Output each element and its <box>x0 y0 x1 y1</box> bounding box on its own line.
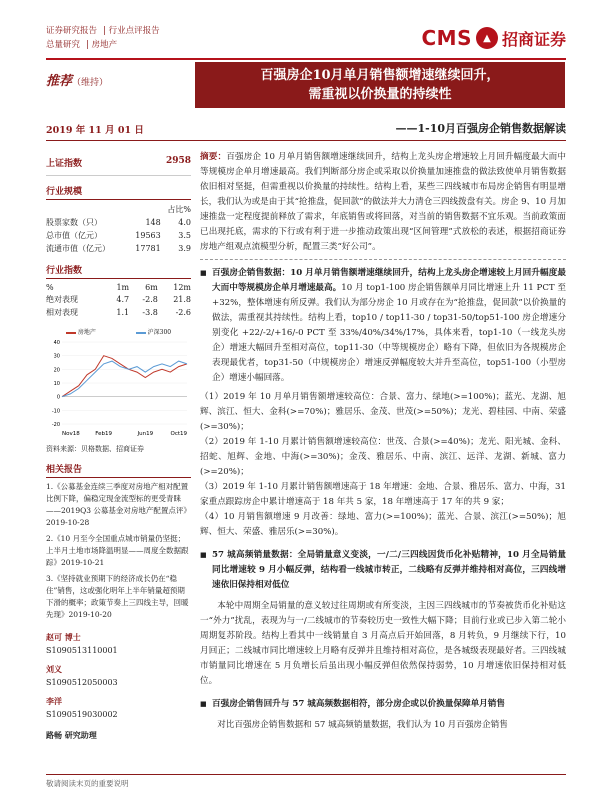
main-content <box>200 150 566 733</box>
legend-item <box>136 327 171 336</box>
report-title <box>195 62 565 108</box>
perf-header: 6m <box>145 283 158 292</box>
table-row <box>46 242 191 255</box>
perf-cell: -3.8 <box>142 308 158 317</box>
y-tick-label: 20 <box>53 367 60 374</box>
chart-svg <box>46 338 191 438</box>
legend-label: 房地产 <box>77 329 96 336</box>
footer-divider <box>46 774 566 775</box>
authors <box>46 631 191 742</box>
perf-table <box>46 282 191 319</box>
section-bullet <box>200 548 566 593</box>
paragraph: 对比百强房企销售数据和 57 城高频销量数据，我们认为 10 月百强房企销售 <box>217 720 508 730</box>
perf-row-name: 绝对表现 <box>46 295 78 304</box>
abstract-label: 摘要： <box>200 152 227 162</box>
y-tick-label: 30 <box>53 353 60 360</box>
section-bullet <box>200 697 566 712</box>
header-tags: 证券研究报告 | 行业点评报告 总量研究 | 房地产 <box>46 26 160 50</box>
report-type: 证券研究报告 <box>46 26 98 36</box>
industry-tag: 房地产 <box>91 40 118 50</box>
author-name: 李洋 <box>46 696 62 706</box>
perf-row-name: 相对表现 <box>46 308 78 317</box>
related-title: 相关报告 <box>46 462 191 478</box>
scale-row-name: 总市值（亿元） <box>46 231 102 240</box>
subpoint: （2）2019 年 1-10 月累计销售额增速较高位：世茂、合景(>=40%)；龙光、阳光城、金科、招蛇、旭辉、金地、中海(>=30%)；金茂、雅居乐、中南、滨江、远洋、龙湖、新城、富力(>=20%)； <box>200 437 566 477</box>
rating-label: 推荐 <box>46 74 73 89</box>
scale-row-name: 股票家数（只） <box>46 218 102 227</box>
y-tick-label: 40 <box>53 340 60 346</box>
report-subtitle: ——1-10月百强房企销售数据解读 <box>395 122 566 135</box>
report-subtype: 行业点评报告 <box>108 26 160 36</box>
x-tick-label: Feb19 <box>95 431 113 437</box>
y-tick-label: 10 <box>53 381 60 387</box>
scale-row-value: 17781 <box>135 244 161 253</box>
scale-row-pct: 4.0 <box>178 218 191 227</box>
scale-row-value: 148 <box>145 218 161 227</box>
abstract-text: 百强房企 10 月单月销售额增速继续回升，结构上龙头房企增速较上月回升幅度最大而中等规模房企单月增速最高。我们判断部分房企或采取以价换量加速推盘的做法致使单月销售数据依旧相对坚挺，但需重视以价换量的持续性。结构上看，某些三四线城市布局房企销售有明显增长，我们认为或是由于其“抢推盘，促回款”的做法并大力清仓三四线拨盘有关。房企 9、10 月加速推盘一定程度提前释放了需求，年底销售或将回落，对当前的销售数据不宜乐观。当前政策面已出现托底，需求的下行或有利于进一步推动政策出现“区间管理”式放松的表述，根据招商证券房地产组观点流模型分析，配置三类“好公司”。 <box>200 152 566 252</box>
index-row <box>46 150 191 176</box>
header-divider <box>46 58 566 60</box>
author-id: S1090512050003 <box>46 678 118 687</box>
chart-legend <box>46 327 191 336</box>
abstract <box>200 150 566 260</box>
perf-cell: -2.6 <box>175 308 191 317</box>
perf-header-row <box>46 282 191 293</box>
perf-header: 1m <box>116 283 130 292</box>
paragraph: 本轮中周期全局销量的意义较过往周期或有所变淡，主因三四线城市的节奏被货币化补贴这一“外力”扰乱，表现为与一/二线城市的节奏较历史一致性大幅下降；目前行业或已步入第二轮小周期复苏阶段。结构上看其中一线销量自 3 月高点后开始回落，8 月转负，9 月继续下行，10 月回正；二线城市同比增速较上月略有反弹并且维持相对高位，是各城级表现最好者。三四线城市销量同比增速在 5 月负增长后虽出现小幅反弹但依然保持弱势，10 月增速依旧保持相对低位。 <box>200 601 566 686</box>
footer-note: 敬请阅读末页的重要说明 <box>46 779 129 788</box>
x-tick-label: Oct19 <box>170 431 187 437</box>
logo-text-en: CMS <box>421 26 472 50</box>
perf-title: 行业指数 <box>46 263 191 279</box>
subpoint: （1）2019 年 10 月单月销售额增速较高位：合景、富力、绿地(>=100%)；蓝光、龙湖、旭辉、滨江、恒大、金科(>=70%)；雅居乐、金茂、世茂(>=50%)；龙光、碧桂园、中南、荣盛(>=30%)； <box>200 392 566 432</box>
index-label: 上证指数 <box>46 159 83 169</box>
bullet-body: 10 月 top1-100 房企销售额单月同比增速上升 11 PCT 至+32%，整体增速有所反弹。我们认为部分房企 10 月或存在为“抢推盘，促回款”以价换量的做法，需重视其持续性。结构上看，top10 / top11-30 / top31-50/top51-100 房企增速分别变化 +22/-2/+16/-0 PCT 至 33%/40%/34%/17%，具体来看，top1-10（一线龙头房企）增速大幅回升至相对高位，top11-30（中等规模房企）略有下降，但依旧为各规模房企表现最优者，top31-50（中规模房企）增速反弹幅度较大并升至高位，top51-100（小型房企）增速小幅回落。 <box>212 283 566 383</box>
subpoint: （3）2019 年 1-10 月累计销售额增速高于 18 年增速：金地、合景、雅居乐、富力、中海，31 家重点跟踪房企中累计增速高于 18 年共 5 家，18 年增速高于 17 年的共 9 家； <box>200 482 566 507</box>
scale-title: 行业规模 <box>46 184 191 200</box>
rating-sub: （维持） <box>72 78 109 88</box>
logo-badge-icon: ▲ <box>476 27 498 49</box>
table-row <box>46 293 191 306</box>
title-line-1: 百强房企10月单月销售额增速继续回升， <box>260 68 500 83</box>
perf-header: % <box>46 283 54 292</box>
author-name: 赵可 博士 <box>46 632 81 642</box>
author-id: S1090519030002 <box>46 710 118 719</box>
table-row <box>46 306 191 319</box>
scale-header-row <box>46 203 191 216</box>
y-tick-label: 0 <box>56 394 60 401</box>
subpoint: （4）10 月销售额增速 9 月改善：绿地、富力(>=100%)；蓝光、合景、滨江(>=50%)；旭辉、恒大、荣盛、雅居乐(>=30%)。 <box>200 512 566 537</box>
scale-row-pct: 3.5 <box>178 231 191 240</box>
scale-table <box>46 203 191 255</box>
y-tick-label: -10 <box>51 408 60 415</box>
section-bullet <box>200 266 566 386</box>
scale-row-value: 19563 <box>135 231 161 240</box>
perf-cell: 1.1 <box>116 308 130 317</box>
research-category: 总量研究 <box>46 40 81 50</box>
sidebar <box>46 150 191 742</box>
y-tick-label: -20 <box>51 422 60 428</box>
scale-row-name: 流通市值（亿元） <box>46 244 110 253</box>
rating <box>46 70 108 89</box>
perf-cell: 4.7 <box>116 295 130 304</box>
index-chart <box>46 327 191 440</box>
related-report[interactable]: 3.《坚持就业预期下的经济成长仍在“稳住”销售，这或强化明年上半年销量超预期下滑的概率；政策节奏上三四线主导，回暖先现》2019-10-20 <box>46 574 189 619</box>
report-date: 2019 年 11 月 01 日 <box>46 125 144 136</box>
table-row <box>46 216 191 229</box>
table-row <box>46 229 191 242</box>
bullet-lead: 57 城高频销量数据：全局销量意义变淡，一/二/三四线因货币化补贴精神，10 月全局销量同比增速较 9 月小幅反弹，结构看一线城市转正，二线略有反弹并维持相对高位，三四线增速依旧保持相对低位 <box>212 550 566 590</box>
related-report[interactable]: 1.《公募基金连续三季度对房地产相对配置比例下降，偏稳定现金流型标的更受青睐——2019Q3 公募基金对房地产配置点评》2019-10-28 <box>46 482 191 527</box>
assistant: 路畅 研究助理 <box>46 730 97 740</box>
index-value: 2958 <box>165 156 191 166</box>
series-line-0 <box>62 356 187 397</box>
subtitle-divider <box>46 140 566 141</box>
legend-label: 沪深300 <box>147 329 172 336</box>
company-logo <box>422 26 567 50</box>
title-line-2: 需重视以价换量的持续性 <box>308 87 452 102</box>
perf-cell: 21.8 <box>173 295 191 304</box>
related-report[interactable]: 2.《10 月至今全国重点城市销量仍坚挺；上半月土地市场降温明显——周度全数据跟踪》2019-10-21 <box>46 534 189 567</box>
perf-header: 12m <box>173 283 191 292</box>
bullet-lead: 百强房企销售数据：10 月单月销售额增速继续回升，结构上龙头房企增速较上月回升幅度最大而中等规模房企单月增速最高。 <box>212 268 566 293</box>
chart-source: 资料来源：贝格数据、招商证券 <box>46 445 144 453</box>
bullet-lead: 百强房企销售回升与 57 城高频数据相符，部分房企或以价换量保障单月销售 <box>212 699 505 709</box>
scale-unit: 占比% <box>167 205 191 214</box>
legend-item <box>66 327 96 336</box>
perf-cell: -2.8 <box>142 295 158 304</box>
x-tick-label: Jun19 <box>137 431 154 437</box>
x-tick-label: Nov18 <box>62 431 80 437</box>
author-id: S1090513110001 <box>46 646 118 655</box>
logo-text-cn: 招商证券 <box>501 29 566 49</box>
scale-row-pct: 3.9 <box>178 244 191 253</box>
author-name: 刘义 <box>46 664 62 674</box>
